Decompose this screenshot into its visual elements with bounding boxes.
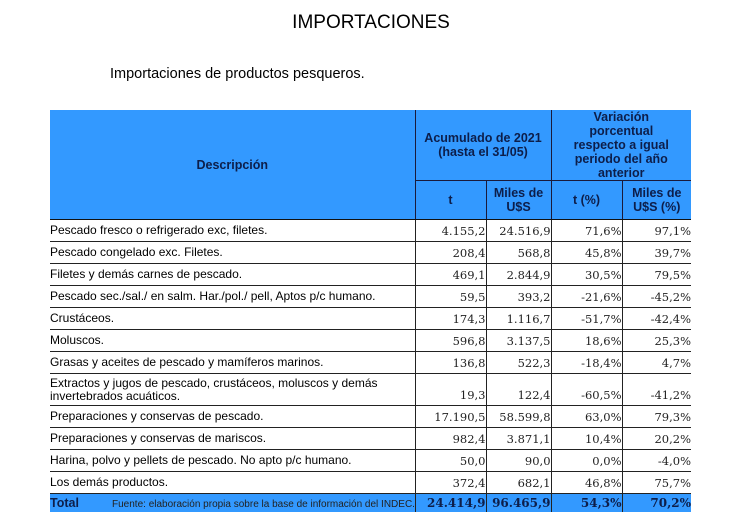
- row-tonnes: 208,4: [415, 242, 486, 264]
- row-tonnes: 469,1: [415, 264, 486, 286]
- row-description: Pescado congelado exc. Filetes.: [50, 242, 415, 264]
- table-row: [50, 352, 691, 374]
- row-usd: 3.871,1: [486, 428, 551, 450]
- header-description: Descripción: [50, 110, 415, 220]
- table-row: [50, 264, 691, 286]
- row-description: Grasas y aceites de pescado y mamíferos marinos.: [50, 352, 415, 374]
- header-t-pct: t (%): [551, 181, 622, 220]
- row-usd-pct: 75,7%: [622, 472, 691, 494]
- row-tonnes: 50,0: [415, 450, 486, 472]
- header-accumulated-label: Acumulado de 2021 (hasta el 31/05): [424, 131, 542, 159]
- row-tonnes-pct: -60,5%: [551, 374, 622, 406]
- row-tonnes: 596,8: [415, 330, 486, 352]
- header-usd-pct: [622, 181, 691, 220]
- row-tonnes: 174,3: [415, 308, 486, 330]
- row-tonnes-pct: 46,8%: [551, 472, 622, 494]
- row-tonnes-pct: 0,0%: [551, 450, 622, 472]
- row-tonnes-pct: 18,6%: [551, 330, 622, 352]
- total-usd: 96.465,9: [486, 494, 551, 513]
- row-description: Crustáceos.: [50, 308, 415, 330]
- table-row: [50, 428, 691, 450]
- header-usd-pct-label: Miles de U$S (%): [632, 186, 682, 214]
- row-tonnes-pct: 30,5%: [551, 264, 622, 286]
- row-usd-pct: -45,2%: [622, 286, 691, 308]
- row-usd: 24.516,9: [486, 220, 551, 242]
- total-tonnes: 24.414,9: [415, 494, 486, 513]
- row-description: Extractos y jugos de pescado, crustáceos, moluscos y demás invertebrados acuáticos.: [50, 374, 415, 406]
- row-tonnes: 17.190,5: [415, 406, 486, 428]
- header-usd: [486, 181, 551, 220]
- total-label: Total: [50, 494, 415, 513]
- row-tonnes-pct: -18,4%: [551, 352, 622, 374]
- row-usd-pct: 39,7%: [622, 242, 691, 264]
- row-description: Moluscos.: [50, 330, 415, 352]
- row-usd-pct: 79,3%: [622, 406, 691, 428]
- table-row: [50, 242, 691, 264]
- total-tonnes-pct: 54,3%: [551, 494, 622, 513]
- row-tonnes: 136,8: [415, 352, 486, 374]
- row-usd: 522,3: [486, 352, 551, 374]
- table-row: [50, 406, 691, 428]
- row-usd: 58.599,8: [486, 406, 551, 428]
- source-note: Fuente: elaboración propia sobre la base de información del INDEC.: [112, 499, 415, 510]
- row-tonnes-pct: 45,8%: [551, 242, 622, 264]
- header-variation-label: Variación porcentual respecto a igual periodo del año anterior: [573, 110, 669, 180]
- table-row: [50, 450, 691, 472]
- row-usd: 122,4: [486, 374, 551, 406]
- header-variation: [551, 110, 691, 181]
- page-title: IMPORTACIONES: [292, 12, 450, 33]
- row-description: Preparaciones y conservas de pescado.: [50, 406, 415, 428]
- row-usd: 568,8: [486, 242, 551, 264]
- row-usd: 682,1: [486, 472, 551, 494]
- row-description: Pescado fresco o refrigerado exc, filetes.: [50, 220, 415, 242]
- table-row: [50, 330, 691, 352]
- row-tonnes-pct: 63,0%: [551, 406, 622, 428]
- table-row: [50, 472, 691, 494]
- table-row: [50, 374, 691, 406]
- row-description: Preparaciones y conservas de mariscos.: [50, 428, 415, 450]
- row-usd-pct: -42,4%: [622, 308, 691, 330]
- row-description: Filetes y demás carnes de pescado.: [50, 264, 415, 286]
- row-usd-pct: 25,3%: [622, 330, 691, 352]
- row-tonnes-pct: -51,7%: [551, 308, 622, 330]
- row-tonnes: 19,3: [415, 374, 486, 406]
- row-tonnes: 59,5: [415, 286, 486, 308]
- row-tonnes-pct: 10,4%: [551, 428, 622, 450]
- row-description: Harina, polvo y pellets de pescado. No apto p/c humano.: [50, 450, 415, 472]
- row-usd: 2.844,9: [486, 264, 551, 286]
- row-tonnes: 4.155,2: [415, 220, 486, 242]
- total-usd-pct: 70,2%: [622, 494, 691, 513]
- table-row: [50, 220, 691, 242]
- table-row: [50, 308, 691, 330]
- row-usd-pct: -4,0%: [622, 450, 691, 472]
- imports-table: [50, 110, 691, 512]
- row-usd: 90,0: [486, 450, 551, 472]
- row-usd: 3.137,5: [486, 330, 551, 352]
- row-tonnes-pct: 71,6%: [551, 220, 622, 242]
- header-t: t: [415, 181, 486, 220]
- row-usd-pct: 4,7%: [622, 352, 691, 374]
- row-tonnes-pct: -21,6%: [551, 286, 622, 308]
- row-description: Pescado sec./sal./ en salm. Har./pol./ pell, Aptos p/c humano.: [50, 286, 415, 308]
- row-usd: 393,2: [486, 286, 551, 308]
- table-caption: Importaciones de productos pesqueros.: [110, 66, 365, 82]
- header-usd-label: Miles de U$S: [493, 186, 544, 214]
- table-row: [50, 286, 691, 308]
- header-accumulated: [415, 110, 551, 181]
- row-usd-pct: 79,5%: [622, 264, 691, 286]
- row-description: Los demás productos.: [50, 472, 415, 494]
- row-usd-pct: 20,2%: [622, 428, 691, 450]
- row-usd-pct: 97,1%: [622, 220, 691, 242]
- row-usd-pct: -41,2%: [622, 374, 691, 406]
- row-tonnes: 372,4: [415, 472, 486, 494]
- row-usd: 1.116,7: [486, 308, 551, 330]
- row-tonnes: 982,4: [415, 428, 486, 450]
